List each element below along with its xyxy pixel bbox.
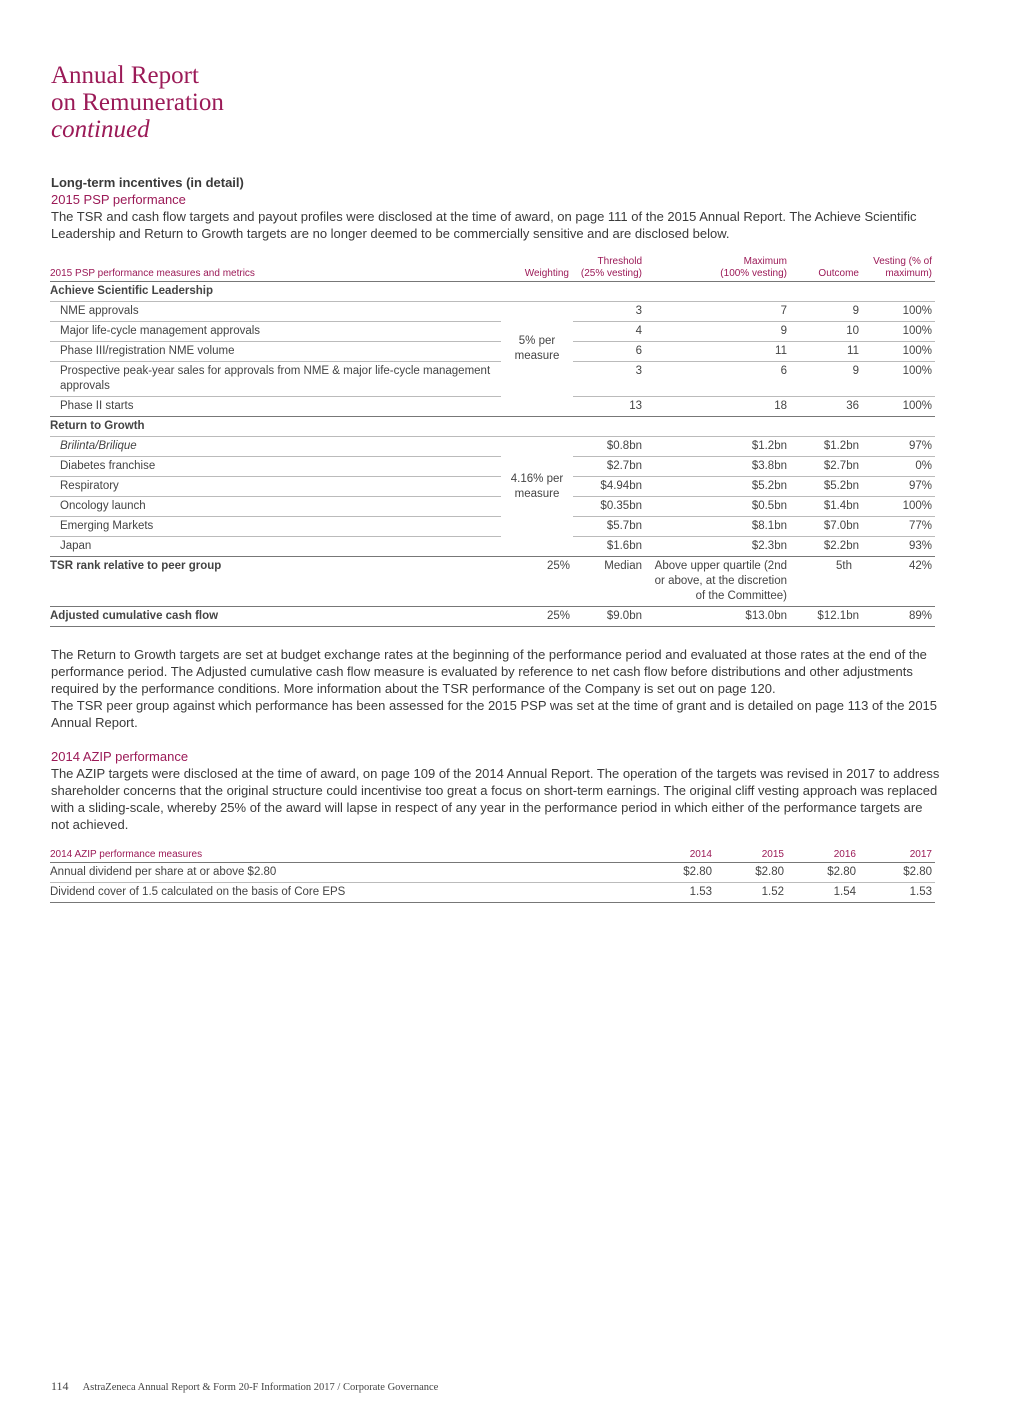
table-row (50, 607, 935, 627)
cell: 18 (645, 397, 790, 417)
cell: 6 (573, 342, 645, 362)
cell: $5.2bn (645, 477, 790, 497)
table-row (50, 437, 935, 457)
cell: 9 (790, 362, 862, 397)
weighting-empty (501, 397, 573, 417)
metric-label: Brilinta/Brilique (50, 437, 501, 457)
cell: 13 (573, 397, 645, 417)
metric-label: Major life-cycle management approvals (50, 322, 501, 342)
cell: $1.6bn (573, 537, 645, 557)
cell: $1.2bn (645, 437, 790, 457)
col-header: 2016 (787, 848, 859, 862)
cell: 100% (862, 497, 935, 517)
metric-label: Phase III/registration NME volume (50, 342, 501, 362)
cell: 97% (862, 477, 935, 497)
metric-label: Oncology launch (50, 497, 501, 517)
table-row (50, 362, 935, 397)
weighting: 4.16% per measure (510, 472, 564, 500)
cell: $0.5bn (645, 497, 790, 517)
footer (51, 1379, 438, 1394)
col-header: Weighting (501, 256, 573, 282)
section-subheading: 2015 PSP performance (51, 192, 186, 207)
intro-paragraph: The TSR and cash flow targets and payout profiles were disclosed at the time of award, on page 111 of the 2015 Annual Report. The Achieve Scientific Leadership and Return to Growth targets are no longer deemed to be commercially sensitive and are disclosed below. (51, 209, 917, 241)
cell: 100% (862, 397, 935, 417)
cell: 100% (862, 342, 935, 362)
cell: 89% (862, 607, 935, 627)
explanation-section (51, 646, 941, 731)
table-row (50, 537, 935, 557)
metric-label: Emerging Markets (50, 517, 501, 537)
group-label: Return to Growth (50, 417, 935, 437)
col-header: 2015 PSP performance measures and metrics (50, 256, 501, 282)
metric-label: Phase II starts (50, 397, 501, 417)
cell: $3.8bn (645, 457, 790, 477)
azip-section (51, 748, 941, 833)
cell: 1.53 (859, 882, 935, 902)
col-header: 2014 AZIP performance measures (50, 848, 643, 862)
table-row (50, 882, 935, 902)
table-row (50, 862, 935, 882)
cell: 11 (645, 342, 790, 362)
group-label: Achieve Scientific Leadership (50, 282, 935, 302)
cell: 1.54 (787, 882, 859, 902)
cell: $0.35bn (573, 497, 645, 517)
cell: $2.80 (643, 862, 715, 882)
paragraph: The Return to Growth targets are set at budget exchange rates at the beginning of the performance period and evaluated at those rates at the end of the performance period. The Adjusted cumulative cash flow measure is evaluated by reference to net cash flow before distributions and other adjustments required by the performance conditions. More information about the TSR performance of the Company is set out on page 120. (51, 647, 927, 696)
cell: 100% (862, 322, 935, 342)
cell: 36 (790, 397, 862, 417)
cell: 4 (573, 322, 645, 342)
table-row (50, 517, 935, 537)
table-row (50, 477, 935, 497)
cell: $9.0bn (573, 607, 645, 627)
cell: 42% (862, 557, 935, 607)
table-row (50, 397, 935, 417)
table-row (50, 342, 935, 362)
metric-label: Prospective peak-year sales for approvals from NME & major life-cycle management approvals (50, 362, 501, 397)
cell: 93% (862, 537, 935, 557)
psp-table (50, 256, 935, 627)
cell: $0.8bn (573, 437, 645, 457)
col-header: Threshold (25% vesting) (573, 256, 645, 282)
weighting: 5% per measure (514, 335, 560, 363)
cell: $1.2bn (790, 437, 862, 457)
col-header: Outcome (790, 256, 862, 282)
col-header: 2014 (643, 848, 715, 862)
cell: Dividend cover of 1.5 calculated on the basis of Core EPS (50, 882, 643, 902)
cell: TSR rank relative to peer group (50, 557, 501, 607)
metric-label: Respiratory (50, 477, 501, 497)
cell: $2.80 (859, 862, 935, 882)
col-header: Vesting (% of maximum) (862, 256, 935, 282)
cell: $7.0bn (790, 517, 862, 537)
cell: 25% (501, 557, 573, 607)
title-line: Annual Report (51, 62, 199, 89)
table-row (50, 302, 935, 322)
col-header: Maximum (100% vesting) (645, 256, 790, 282)
cell: $1.4bn (790, 497, 862, 517)
title-line: on Remuneration (51, 89, 224, 116)
cell: $2.2bn (790, 537, 862, 557)
col-header: 2015 (715, 848, 787, 862)
metric-label: Diabetes franchise (50, 457, 501, 477)
cell: 100% (862, 362, 935, 397)
table-row (50, 322, 935, 342)
cell: $5.7bn (573, 517, 645, 537)
paragraph: The TSR peer group against which performance has been assessed for the 2015 PSP was set at the time of grant and is detailed on page 113 of the 2015 Annual Report. (51, 698, 938, 730)
cell: $2.7bn (790, 457, 862, 477)
table-row (50, 557, 935, 607)
cell: 1.53 (643, 882, 715, 902)
cell: 9 (645, 322, 790, 342)
cell: 1.52 (715, 882, 787, 902)
cell: Adjusted cumulative cash flow (50, 607, 501, 627)
cell: $2.80 (787, 862, 859, 882)
cell: 3 (573, 302, 645, 322)
cell: 10 (790, 322, 862, 342)
cell: 97% (862, 437, 935, 457)
section-subheading: 2014 AZIP performance (51, 749, 189, 764)
metric-label: Japan (50, 537, 501, 557)
lti-section (51, 174, 941, 242)
cell: $2.7bn (573, 457, 645, 477)
cell: Median (573, 557, 645, 607)
cell: 9 (790, 302, 862, 322)
cell: 5th (790, 557, 862, 607)
col-header: 2017 (859, 848, 935, 862)
cell: 7 (645, 302, 790, 322)
page-title (51, 62, 224, 143)
metric-label: NME approvals (50, 302, 501, 322)
weighting-empty (501, 537, 573, 557)
cell: $12.1bn (790, 607, 862, 627)
cell: 6 (645, 362, 790, 397)
cell: $5.2bn (790, 477, 862, 497)
table-row (50, 457, 935, 477)
azip-table (50, 848, 935, 903)
cell: $4.94bn (573, 477, 645, 497)
paragraph: The AZIP targets were disclosed at the time of award, on page 109 of the 2014 Annual Report. The operation of the targets was revised in 2017 to address shareholder concerns that the original structure could incentivise too great a focus on short-term earnings. The original cliff vesting approach was replaced with a sliding-scale, whereby 25% of the award will lapse in respect of any year in the performance period in which either of the performance targets are not achieved. (51, 766, 940, 832)
cell: $13.0bn (645, 607, 790, 627)
table-row (50, 497, 935, 517)
page-number: 114 (51, 1379, 69, 1393)
footer-text: AstraZeneca Annual Report & Form 20-F Information 2017 / Corporate Governance (82, 1382, 439, 1393)
cell: 100% (862, 302, 935, 322)
cell: 0% (862, 457, 935, 477)
cell: Above upper quartile (2nd or above, at the discretion of the Committee) (645, 557, 790, 607)
cell: $2.3bn (645, 537, 790, 557)
cell: 3 (573, 362, 645, 397)
cell: $2.80 (715, 862, 787, 882)
title-continued: continued (51, 116, 150, 143)
cell: 11 (790, 342, 862, 362)
cell: $8.1bn (645, 517, 790, 537)
cell: 25% (501, 607, 573, 627)
cell: 77% (862, 517, 935, 537)
cell: Annual dividend per share at or above $2.80 (50, 862, 643, 882)
section-heading: Long-term incentives (in detail) (51, 175, 244, 190)
